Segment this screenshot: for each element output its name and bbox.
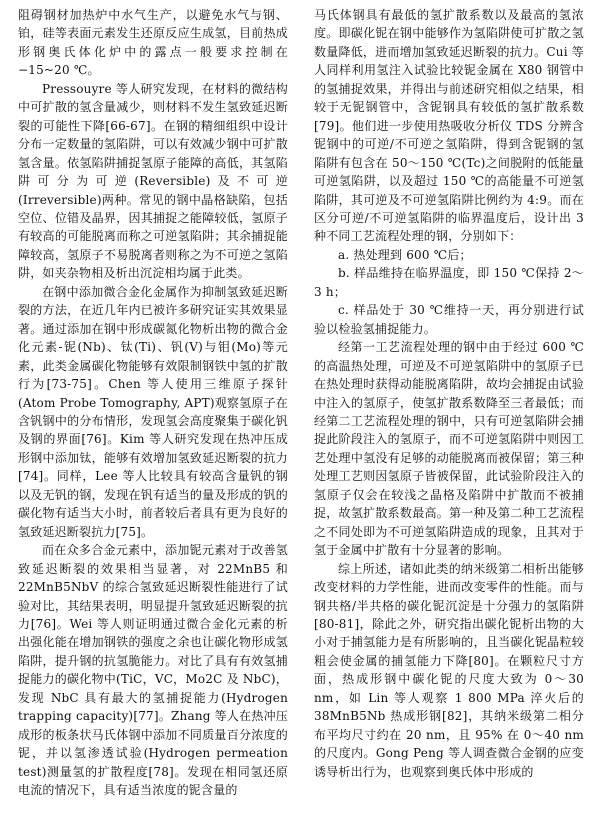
paragraph: 在钢中添加微合金化金属作为抑制氢致延迟断裂的方法，在近几年内已被许多研究证实其效果显著。通过添加在钢中形成碳氮化物析出物的微合金化元素-铌(Nb)、钛(Ti)、钒(V)与钼(Mo)等元素，此类金属碳化物能够有效限制钢铁中氢的扩散行为[73-75]。Chen 等人使用三维原子探针(Atom Probe Tomography, APT)观察氢原子在含钒钢中的分布情形，发现氢会高度聚集于碳化钒及钢的界面[76]。Kim 等人研究发现在热冲压成形钢中添加钛，能够有效增加氢致延迟断裂的抗力[74]。同样，Lee 等人比较具有较高含量钒的钢以及无钒的钢，发现在钒有适当的量及形成的钒的碳化物有适当大小时，前者较后者具有更为良好的氢致延迟断裂抗力[75]。 <box>18 284 288 539</box>
list-item: c. 样品处于 30 ℃维持一天，再分别进行试验以检验氢捕捉能力。 <box>314 303 584 336</box>
list-item: b. 样品维持在临界温度，即 150 ℃保持 2～3 h； <box>314 266 584 299</box>
paragraph: 综上所述，诸如此类的纳米级第二相析出能够改变材料的力学性能，进而改变零件的性能。而与钢共格/半共格的碳化铌沉淀是十分强力的氢陷阱[80-81]，除此之外，研究指出碳化铌析出物的大小对于捕氢能力是有所影响的，且当碳化铌晶粒较粗会使金属的捕氢能力下降[80]。在颗粒尺寸方面，热成形钢中碳化铌的尺度大致为 0～30 nm，如 Lin 等人观察 1 800 MPa 淬火后的 38MnB5Nb 热成形钢[82]，其纳米级第二相分布平均尺寸约在 20 nm，且 95% 在 0～40 nm 的尺度内。Gong Peng 等人调查微合金钢的应变诱导析出行为，也观察到奥氏体中形成的 <box>314 561 584 779</box>
right-column <box>314 6 584 781</box>
paragraph: 经第一工艺流程处理的钢中由于经过 600 ℃的高温热处理，可逆及不可逆氢陷阱中的氢原子已在热处理时获得动能脱离陷阱，故均会捕捉由试验中注入的氢原子，使氢扩散系数降至三者最低；而经第二工艺流程处理的钢中，只有可逆氢陷阱会捕捉此阶段注入的氢原子，而不可逆氢陷阱中则因工艺处理中氢没有足够的动能脱离而被保留；第三种处理工艺则因氢原子皆被保留，此试验阶段注入的氢原子仅会在较浅之晶格及陷阱中扩散而不被捕捉，故氢扩散系数最高。第一种及第二种工艺流程之不同处即为不可逆氢陷阱造成的现象，且其对于氢于金属中扩散有十分显著的影响。 <box>314 340 584 558</box>
paragraph: Pressouyre 等人研究发现，在材料的微结构中可扩散的氢含量减少，则材料不发生氢致延迟断裂的可能性下降[66-67]。在钢的精细组织中设计分布一定数量的氢陷阱，可以有效减少钢中可扩散氢含量。依氢陷阱捕捉氢原子能障的高低，其氢陷阱可分为可逆(Reversible)及不可逆(Irreversible)两种。常见的钢中晶格缺陷，包括空位、位错及晶界，因其捕捉之能障较低，氢原子有较高的可能脱离而称之可逆氢陷阱；其余捕捉能障较高，氢原子不易脱离者则称之为不可逆之氢陷阱，如夹杂物相及析出沉淀相均属于此类。 <box>18 81 288 281</box>
paragraph: 阻碍钢材加热炉中水气生产，以避免水气与钢、铂，硅等表面元素发生还原反应生成氢，目前热成形钢奥氏体化炉中的露点一般要求控制在−15~20 ℃。 <box>18 8 288 78</box>
paragraph: 马氏体钢具有最低的氢扩散系数以及最高的氢浓度。即碳化铌在钢中能够作为氢陷阱使可扩散之氢数量降低，进而增加氢致延迟断裂的抗力。Cui 等人同样利用氢注入试验比较铌金属在 X80 钢管中的氢捕捉效果，并得出与前述研究相似之结果，相较于无铌钢管中，含铌钢具有较低的氢扩散系数[79]。他们进一步使用热吸收分析仪 TDS 分辨含铌钢中的可逆/不可逆之氢陷阱，得到含铌钢的氢陷阱有包含在 50～150 ℃(Tc)之间脱附的低能量可逆氢陷阱，以及超过 150 ℃的高能量不可逆氢陷阱，其可逆及不可逆氢陷阱比例约为 4:9。而在区分可逆/不可逆氢陷阱的临界温度后，设计出 3 种不同工艺流程处理的钢，分别如下： <box>314 8 584 244</box>
paragraph: 而在众多合金元素中，添加铌元素对于改善氢致延迟断裂的效果相当显著，对 22MnB5 和 22MnB5NbV 的综合氢致延迟断裂性能进行了试验对比，其结果表明，明显提升氢致延迟断裂的抗力[76]。Wei 等人则证明通过微合金化元素的析出强化能在增加钢铁的强度之余也让碳化物形成氢陷阱，提升钢的抗氢脆能力。对比了具有有效氢捕捉能力的碳化物中(TiC，VC，Mo2C 及 NbC)，发现 NbC 具有最大的氢捕捉能力(Hydrogen trapping capacity)[77]。Zhang 等人在热冲压成形的板条状马氏体钢中添加不同质量百分浓度的铌，并以氢渗透试验(Hydrogen permeation test)测量氢的扩散程度[78]。发现在相同氢还原电流的情况下，具有适当浓度的铌含量的 <box>18 543 288 798</box>
list-item: a. 热处理到 600 ℃后； <box>338 247 472 262</box>
left-column <box>18 6 288 799</box>
